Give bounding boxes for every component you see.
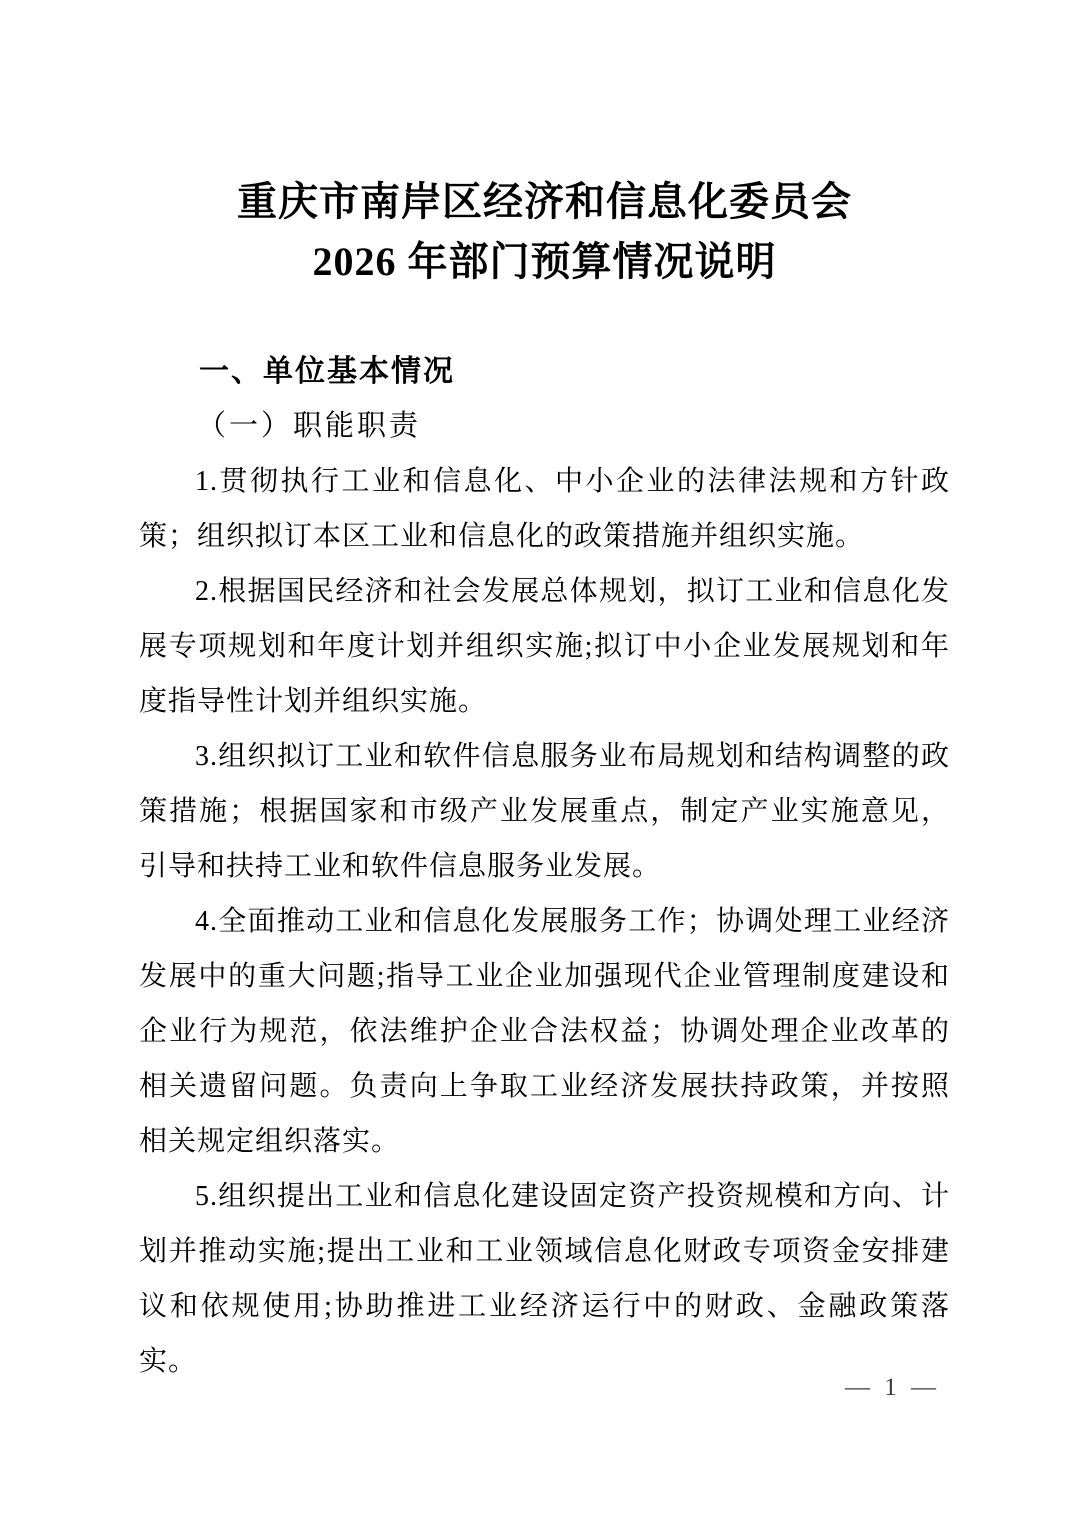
page-number: — 1 — [845,1374,940,1401]
document-title [139,172,950,292]
body-text [139,454,950,1389]
document-content [0,172,1074,1389]
document-title-line-2: 2026 年部门预算情况说明 [312,239,777,284]
paragraph-5: 5.组织提出工业和信息化建设固定资产投资规模和方向、计划并推动实施;提出工业和工业领域信息化财政专项资金安排建议和依规使用;协助推进工业经济运行中的财政、金融政策落实。 [139,1181,950,1377]
paragraph-4: 4.全面推动工业和信息化发展服务工作；协调处理工业经济发展中的重大问题;指导工业企业加强现代企业管理制度建设和企业行为规范，依法维护企业合法权益；协调处理企业改革的相关遗留问题。负责向上争取工业经济发展扶持政策，并按照相关规定组织落实。 [139,906,950,1157]
section-heading-unit-basic-info: 一、单位基本情况 [199,355,455,388]
document-title-line-1: 重庆市南岸区经济和信息化委员会 [237,179,852,224]
paragraph-1: 1.贯彻执行工业和信息化、中小企业的法律法规和方针政策；组织拟订本区工业和信息化的政策措施并组织实施。 [139,466,950,552]
paragraph-3: 3.组织拟订工业和软件信息服务业布局规划和结构调整的政策措施；根据国家和市级产业发展重点，制定产业实施意见，引导和扶持工业和软件信息服务业发展。 [139,741,950,882]
subsection-heading-duties: （一）职能职责 [197,410,422,442]
paragraph-2: 2.根据国民经济和社会发展总体规划，拟订工业和信息化发展专项规划和年度计划并组织实施;拟订中小企业发展规划和年度指导性计划并组织实施。 [139,576,950,717]
